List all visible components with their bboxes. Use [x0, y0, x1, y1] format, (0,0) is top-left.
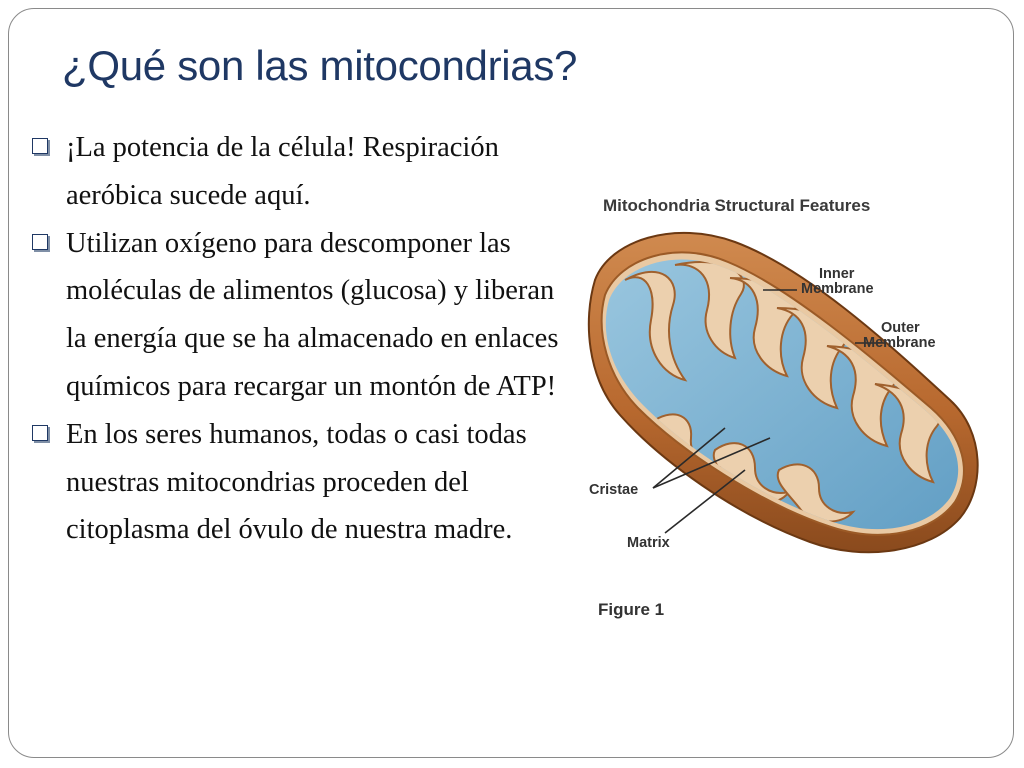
label-inner-membrane — [801, 267, 874, 297]
bullet-text: ¡La potencia de la célula! Respiración aeróbica sucede aquí. — [66, 132, 499, 211]
slide-title: ¿Qué son las mitocondrias? — [62, 42, 578, 89]
figure-caption: Figure 1 — [598, 600, 665, 619]
label-outer-membrane — [863, 321, 936, 351]
bullet-item — [30, 411, 570, 554]
bullet-item — [30, 124, 570, 220]
label-inner-line1: Inner — [819, 266, 855, 282]
label-outer-line2: Membrane — [863, 335, 936, 351]
bullet-item — [30, 220, 570, 411]
label-matrix: Matrix — [627, 535, 670, 551]
mitochondria-illustration — [565, 170, 985, 640]
checkbox-bullet-icon — [32, 425, 48, 441]
bullet-text: En los seres humanos, todas o casi todas nuestras mitocondrias proceden del citoplasma del óvulo de nuestra madre. — [66, 418, 527, 546]
label-cristae: Cristae — [589, 482, 639, 498]
bullet-list — [30, 124, 570, 554]
label-inner-line2: Membrane — [801, 281, 874, 297]
checkbox-bullet-icon — [32, 234, 48, 250]
label-outer-line1: Outer — [881, 320, 920, 336]
bullet-text: Utilizan oxígeno para descomponer las moléculas de alimentos (glucosa) y liberan la energía que se ha almacenado en enlaces químicos para recargar un montón de ATP! — [66, 227, 559, 402]
mitochondria-figure — [565, 170, 985, 640]
checkbox-bullet-icon — [32, 138, 48, 154]
figure-title: Mitochondria Structural Features — [603, 196, 871, 215]
